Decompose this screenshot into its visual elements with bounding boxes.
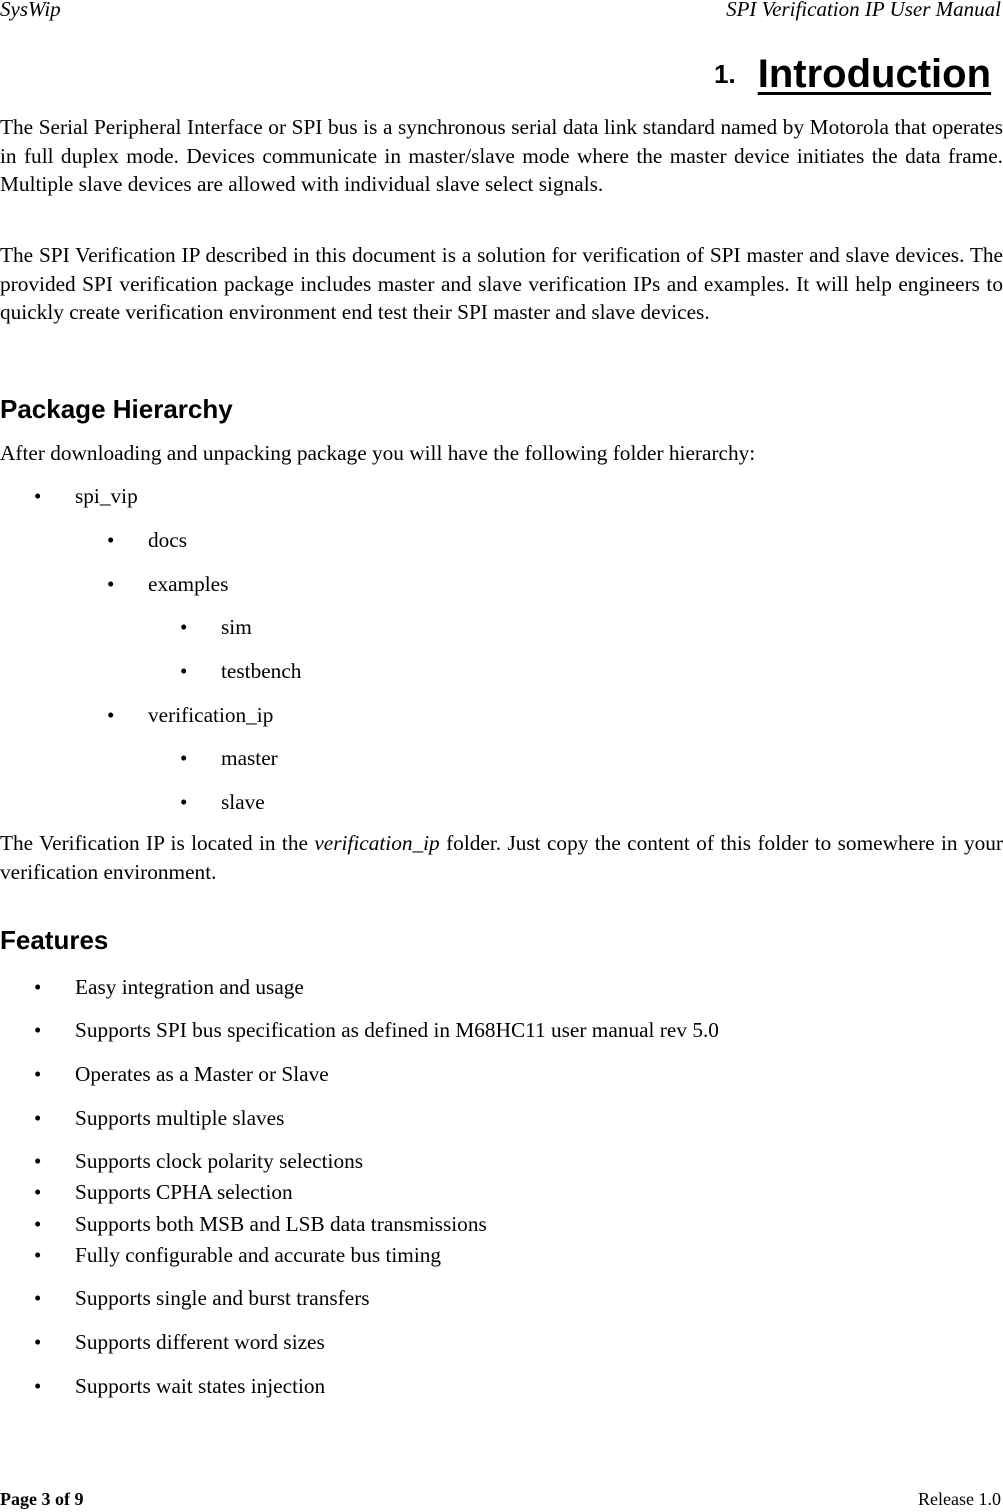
folder-item: slave (221, 790, 265, 814)
feature-item: Supports single and burst transfers (75, 1286, 370, 1310)
note-text: folder. Just copy the content of this folder to somewhere in your verification environment. (0, 831, 1003, 884)
bullet-icon: • (180, 615, 188, 639)
folder-item: verification_ip (148, 703, 274, 727)
feature-item: Supports both MSB and LSB data transmissions (75, 1212, 487, 1236)
folder-item: sim (221, 615, 252, 639)
bullet-icon: • (34, 975, 42, 999)
section-number: 1. (714, 59, 736, 89)
feature-item: Easy integration and usage (75, 975, 304, 999)
note-text: The Verification IP is located in the (0, 831, 315, 855)
bullet-icon: • (180, 659, 188, 683)
folder-item: testbench (221, 659, 302, 683)
header-right: SPI Verification IP User Manual (726, 0, 1001, 21)
package-note (0, 829, 1003, 886)
folder-item: examples (148, 572, 229, 596)
bullet-icon: • (34, 1180, 42, 1204)
feature-item: Supports different word sizes (75, 1330, 325, 1354)
bullet-icon: • (180, 746, 188, 770)
feature-item: Supports CPHA selection (75, 1180, 293, 1204)
bullet-icon: • (34, 1062, 42, 1086)
feature-item: Supports multiple slaves (75, 1106, 285, 1130)
intro-paragraph-2: The SPI Verification IP described in this document is a solution for verification of SPI master and slave devices. The provided SPI verification package includes master and slave verification IPs and examples. It will help engineers to quickly create verification environment end test their SPI master and slave devices. (0, 243, 1003, 325)
folder-item: docs (148, 528, 188, 552)
header-left: SysWip (0, 0, 61, 21)
feature-item: Supports clock polarity selections (75, 1149, 364, 1173)
feature-item: Operates as a Master or Slave (75, 1062, 329, 1086)
page-number: Page 3 of 9 (0, 1489, 84, 1509)
release-label: Release 1.0 (918, 1489, 1001, 1509)
bullet-icon: • (34, 1212, 42, 1236)
feature-item: Supports SPI bus specification as defined in M68HC11 user manual rev 5.0 (75, 1018, 719, 1042)
folder-item: spi_vip (75, 484, 138, 508)
bullet-icon: • (34, 1374, 42, 1398)
section-title: Introduction (757, 52, 991, 96)
intro-paragraph-1: The Serial Peripheral Interface or SPI bus is a synchronous serial data link standard named by Motorola that operates in full duplex mode. Devices communicate in master/slave mode where the master device initiates the data frame. Multiple slave devices are allowed with individual slave select signals. (0, 115, 1003, 197)
bullet-icon: • (34, 1106, 42, 1130)
package-intro: After downloading and unpacking package you will have the following folder hierarchy: (0, 441, 756, 465)
bullet-icon: • (34, 1243, 42, 1267)
bullet-icon: • (34, 1286, 42, 1310)
bullet-icon: • (180, 790, 188, 814)
bullet-icon: • (34, 1330, 42, 1354)
feature-item: Supports wait states injection (75, 1374, 326, 1398)
features-heading: Features (0, 925, 109, 955)
folder-name: verification_ip (314, 831, 440, 855)
bullet-icon: • (107, 572, 115, 596)
bullet-icon: • (107, 703, 115, 727)
package-heading: Package Hierarchy (0, 394, 233, 424)
folder-item: master (221, 746, 278, 770)
bullet-icon: • (34, 484, 42, 508)
bullet-icon: • (34, 1018, 42, 1042)
bullet-icon: • (107, 528, 115, 552)
bullet-icon: • (34, 1149, 42, 1173)
page-title (714, 52, 991, 97)
feature-item: Fully configurable and accurate bus timing (75, 1243, 442, 1267)
